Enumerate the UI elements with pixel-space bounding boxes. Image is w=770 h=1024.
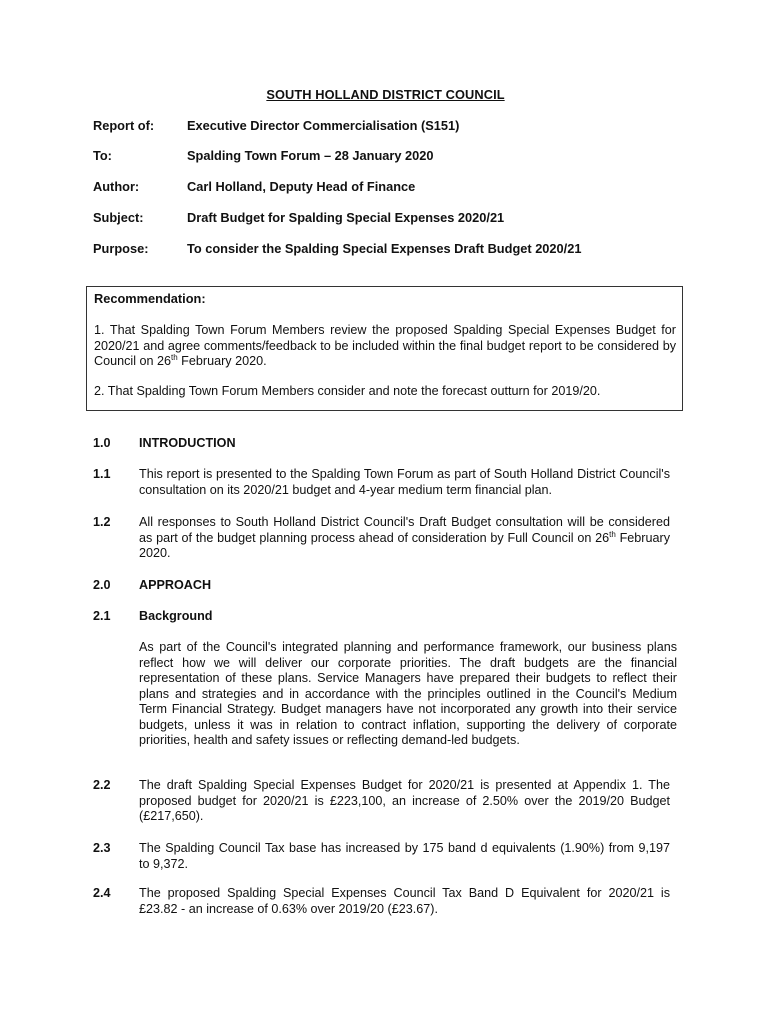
subsection-title: Background [139, 609, 213, 623]
meta-label: To: [93, 148, 112, 163]
paragraph-number: 2.3 [93, 841, 111, 855]
paragraph-2-1-text: As part of the Council's integrated planning and performance framework, our business plans reflect how we will deliver our corporate priorities. The draft budgets are the financial representation of these plans. Service Managers have prepared their budgets to reflect their plans and strategies and in accordance with the principles outlined in the Council's Medium Term Financial Strategy. Budget managers have not incorporated any growth into their service budgets, unless it was in relation to contract inflation, supporting the delivery of corporate priorities, health and safety issues or reflecting demand-led budgets. [139, 640, 677, 747]
meta-label: Author: [93, 179, 140, 194]
meta-value: Draft Budget for Spalding Special Expenses 2020/21 [187, 210, 505, 225]
meta-value: Executive Director Commercialisation (S151) [187, 118, 460, 133]
recommendation-box [86, 286, 683, 411]
paragraph-number: 2.2 [93, 778, 111, 792]
recommendation-item-1: 1. That Spalding Town Forum Members review the proposed Spalding Special Expenses Budget for 2020/21 and agree comments/feedback to be included within the final budget report to be considered by Council on 26th February 2020. [94, 323, 676, 368]
paragraph-number: 1.2 [93, 515, 111, 529]
meta-value: Carl Holland, Deputy Head of Finance [187, 179, 416, 194]
paragraph-text: The draft Spalding Special Expenses Budget for 2020/21 is presented at Appendix 1. The proposed budget for 2020/21 is £223,100, an increase of 2.50% over the 2019/20 Budget (£217,650). [139, 778, 670, 823]
meta-value: To consider the Spalding Special Expenses Draft Budget 2020/21 [187, 241, 582, 256]
meta-label: Purpose: [93, 241, 149, 256]
paragraph-text: All responses to South Holland District Council's Draft Budget consultation will be considered as part of the budget planning process ahead of consideration by Full Council on 26th February 2020. [139, 515, 670, 560]
paragraph-text: This report is presented to the Spalding Town Forum as part of South Holland District Council's consultation on its 2020/21 budget and 4-year medium term financial plan. [139, 467, 670, 497]
section-number: 1.0 [93, 436, 111, 450]
section-title: INTRODUCTION [139, 436, 236, 450]
section-number: 2.0 [93, 578, 111, 592]
meta-label: Report of: [93, 118, 155, 133]
council-title: SOUTH HOLLAND DISTRICT COUNCIL [266, 87, 505, 102]
recommendation-title: Recommendation: [94, 291, 206, 306]
recommendation-item-2: 2. That Spalding Town Forum Members consider and note the forecast outturn for 2019/20. [94, 383, 601, 398]
paragraph-number: 2.1 [93, 609, 111, 623]
meta-value: Spalding Town Forum – 28 January 2020 [187, 148, 434, 163]
section-title: APPROACH [139, 578, 212, 592]
paragraph-text: The proposed Spalding Special Expenses Council Tax Band D Equivalent for 2020/21 is £23.82 - an increase of 0.63% over 2019/20 (£23.67). [139, 886, 670, 916]
paragraph-number: 1.1 [93, 467, 111, 481]
meta-label: Subject: [93, 210, 144, 225]
paragraph-text: The Spalding Council Tax base has increased by 175 band d equivalents (1.90%) from 9,197 to 9,372. [139, 841, 670, 871]
paragraph-number: 2.4 [93, 886, 111, 900]
